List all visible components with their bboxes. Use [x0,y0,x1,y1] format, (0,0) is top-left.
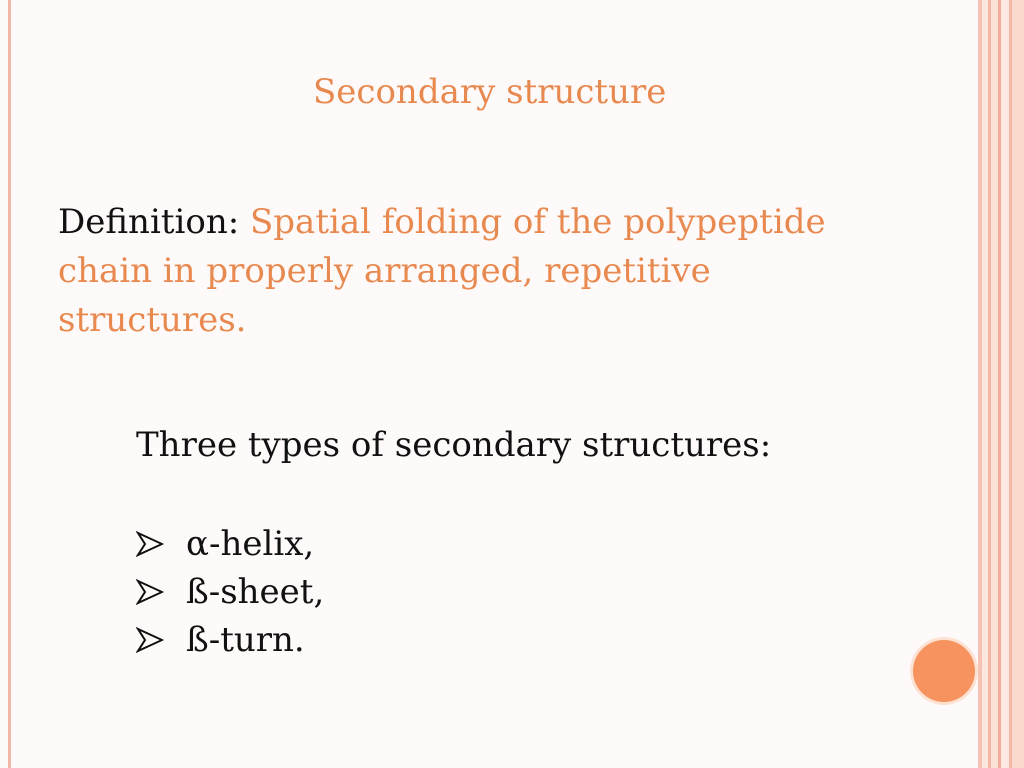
left-border-line [8,0,11,768]
list-item [136,520,324,568]
list-item [136,568,324,616]
arrow-bullet-icon [136,579,164,605]
definition-text: Spatial folding of the polypeptide chain in properly arranged, repetitive structures. [58,202,826,340]
arrow-bullet-icon [136,627,164,653]
arrow-bullet-icon [136,531,164,557]
decorative-circle [913,640,975,702]
decorative-stripe [1001,0,1009,768]
definition-paragraph [58,198,908,345]
slide-title: Secondary structure [313,72,667,112]
structure-type-list [136,520,324,664]
list-item [136,616,324,664]
types-heading: Three types of secondary structures: [136,425,772,465]
list-item-label: ß-turn. [186,620,305,660]
decorative-stripe [991,0,998,768]
definition-label: Definition: [58,202,250,242]
list-item-label: α-helix, [186,524,315,564]
list-item-label: ß-sheet, [186,572,325,612]
decorative-stripe [1012,0,1024,768]
